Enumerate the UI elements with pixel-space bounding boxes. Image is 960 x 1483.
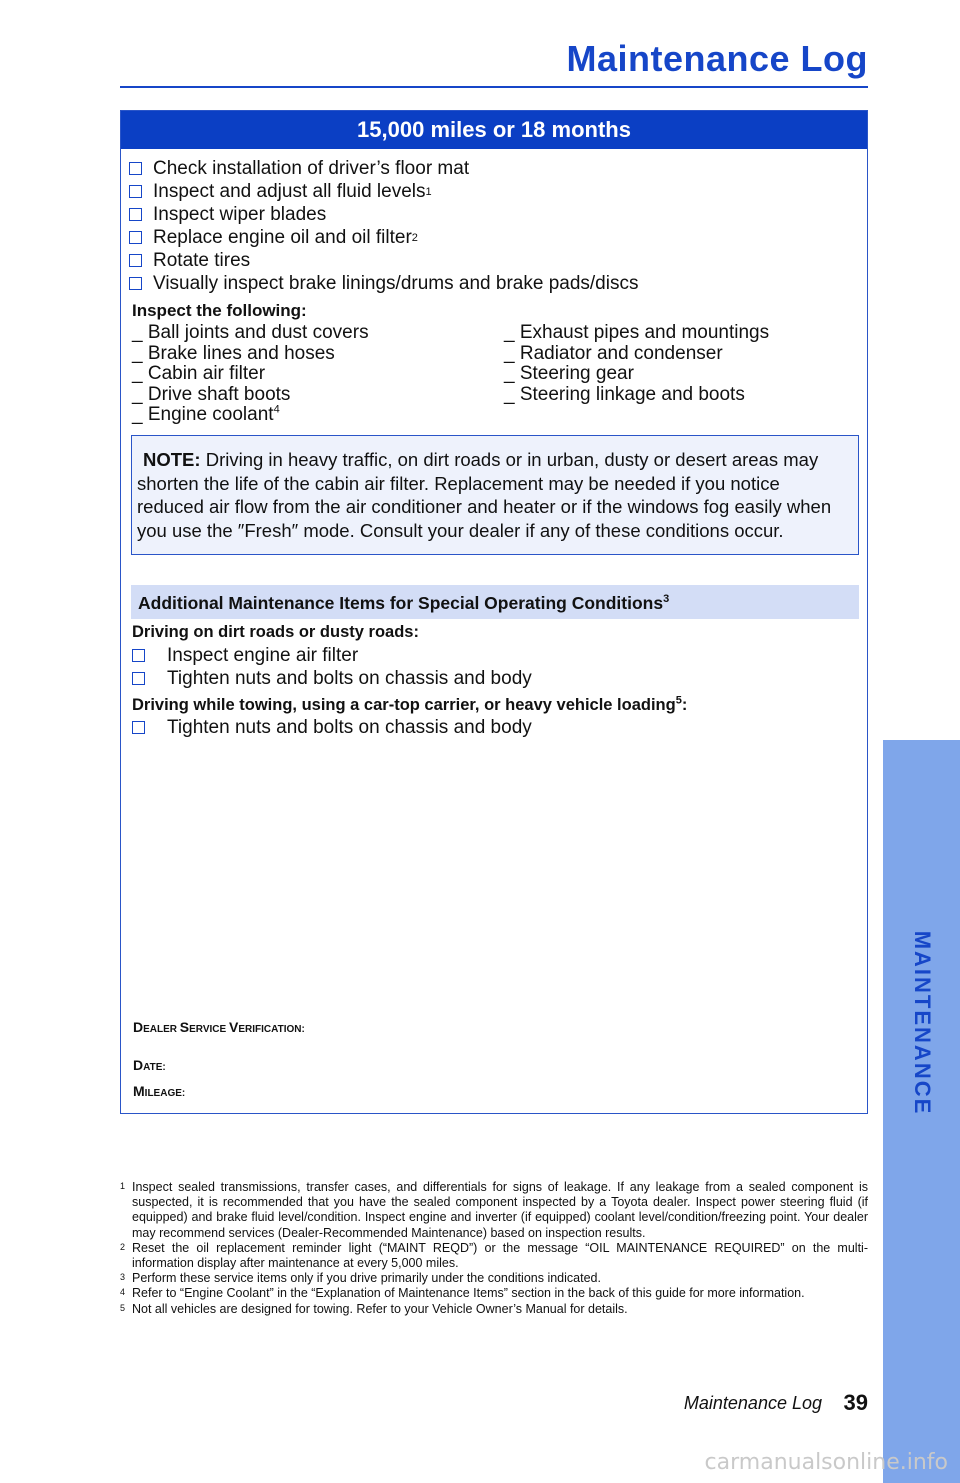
towing-heading: Driving while towing, using a car-top carrier, or heavy vehicle loading$^5$: — [132, 694, 688, 714]
mileage-label: MILEAGE: — [133, 1083, 186, 1099]
checkbox-icon[interactable] — [132, 721, 145, 734]
list-item: _ Steering linkage and boots — [504, 383, 745, 405]
check-item-label: Inspect wiper blades — [153, 204, 327, 225]
check-item-label: Replace engine oil and oil filter — [153, 227, 412, 248]
check-item-label: Rotate tires — [153, 250, 251, 271]
list-item: _ Exhaust pipes and mountings — [504, 322, 770, 343]
section-tab[interactable] — [883, 740, 960, 1483]
list-item: _ Brake lines and hoses — [132, 342, 335, 364]
note-text: shorten the life of the cabin air filter. Replacement may be needed if you notice — [137, 472, 780, 494]
checkbox-icon[interactable] — [129, 162, 142, 175]
list-item: _ Engine coolant$^4$ — [132, 403, 280, 425]
check-item — [129, 203, 638, 226]
check-item — [129, 157, 638, 180]
inspect-list-left — [132, 323, 369, 426]
check-item — [132, 716, 532, 739]
title-rule — [120, 86, 868, 88]
checkbox-icon[interactable] — [129, 185, 142, 198]
list-item: _ Steering gear — [504, 363, 634, 384]
section-tab-label: MAINTENANCE — [909, 930, 935, 1116]
footer-label: Maintenance Log — [683, 1393, 822, 1413]
footnote: 5 Not all vehicles are designed for towing. Refer to your Vehicle Owner’s Manual for details. — [120, 1301, 628, 1316]
date-label: DATE: — [133, 1057, 166, 1073]
list-item: _ Cabin air filter — [132, 363, 266, 384]
list-item: _ Ball joints and dust covers — [132, 322, 369, 343]
checkbox-icon[interactable] — [132, 672, 145, 685]
check-item-label: Tighten nuts and bolts on chassis and body — [167, 717, 532, 738]
check-list — [129, 157, 638, 295]
check-item — [132, 644, 358, 667]
check-item — [129, 272, 638, 295]
dirt-roads-heading: Driving on dirt roads or dusty roads: — [132, 623, 419, 641]
check-item — [129, 249, 638, 272]
inspect-heading: Inspect the following: — [132, 301, 307, 320]
maintenance-log-box — [120, 110, 868, 1114]
checkbox-icon[interactable] — [129, 208, 142, 221]
interval-header: 15,000 miles or 18 months — [121, 111, 867, 149]
dealer-verification-label: DEALER SERVICE VERIFICATION: — [133, 1019, 305, 1035]
check-item-label: Check installation of driver’s floor mat — [153, 158, 470, 179]
note-box — [131, 435, 859, 555]
check-item-label: Visually inspect brake linings/drums and brake pads/discs — [153, 273, 639, 294]
list-item: _ Drive shaft boots — [132, 383, 291, 405]
footnote: 1 Inspect sealed transmissions, transfer cases, and differentials for signs of leakage. If any leakage from a sealed component is suspected, it is recommended that you have the sealed component inspected by a Toyota dealer. Inspect power steering fluid (if equipped) and brake fluid level/condition. Inspect engine and inverter (if equipped) coolant level/condition/freezing point. Your dealer may recommend services (Dealer-Recommended Maintenance) based on inspection results. — [120, 1180, 868, 1240]
footnote: 2 Reset the oil replacement reminder light (“MAINT REQD”) or the message “OIL MAINTENANCE REQUIRED” on the multi-information display after maintenance at every 5,000 miles. — [120, 1240, 868, 1271]
footnote: 3 Perform these service items only if you drive primarily under the conditions indicated. — [120, 1271, 601, 1286]
note-text: Driving in heavy traffic, on dirt roads or in urban, dusty or desert areas may — [205, 449, 819, 470]
note-label: NOTE: — [143, 449, 201, 470]
checkbox-icon[interactable] — [129, 254, 142, 267]
additional-items-header: Additional Maintenance Items for Special Operating Conditions$^3$ — [131, 585, 859, 619]
watermark: carmanualsonline.info — [704, 1450, 948, 1475]
check-item-label: Tighten nuts and bolts on chassis and body — [167, 668, 532, 689]
footnotes — [120, 1180, 868, 1317]
check-item — [132, 667, 532, 690]
check-item: Replace engine oil and oil filter 2 — [129, 226, 638, 249]
page-number: 39 — [843, 1390, 868, 1415]
inspect-list-right — [504, 323, 769, 405]
note-text: reduced air flow from the air conditioner and heater or if the windows fog easily when — [137, 496, 832, 517]
list-item: _ Radiator and condenser — [504, 342, 723, 364]
checkbox-icon[interactable] — [132, 649, 145, 662]
check-item-label: Inspect and adjust all fluid levels — [153, 181, 426, 202]
checkbox-icon[interactable] — [129, 231, 142, 244]
footnote-ref: 4 — [273, 403, 280, 416]
note-text: you use the ″Fresh″ mode. Consult your dealer if any of these conditions occur. — [137, 519, 784, 541]
checkbox-icon[interactable] — [129, 277, 142, 290]
check-item: Inspect and adjust all fluid levels 1 — [129, 180, 638, 203]
footnote: 4 Refer to “Engine Coolant” in the “Explanation of Maintenance Items” section in the back of this guide for more information. — [120, 1286, 805, 1301]
page-title: Maintenance Log — [566, 38, 868, 79]
check-item-label: Inspect engine air filter — [167, 645, 359, 666]
